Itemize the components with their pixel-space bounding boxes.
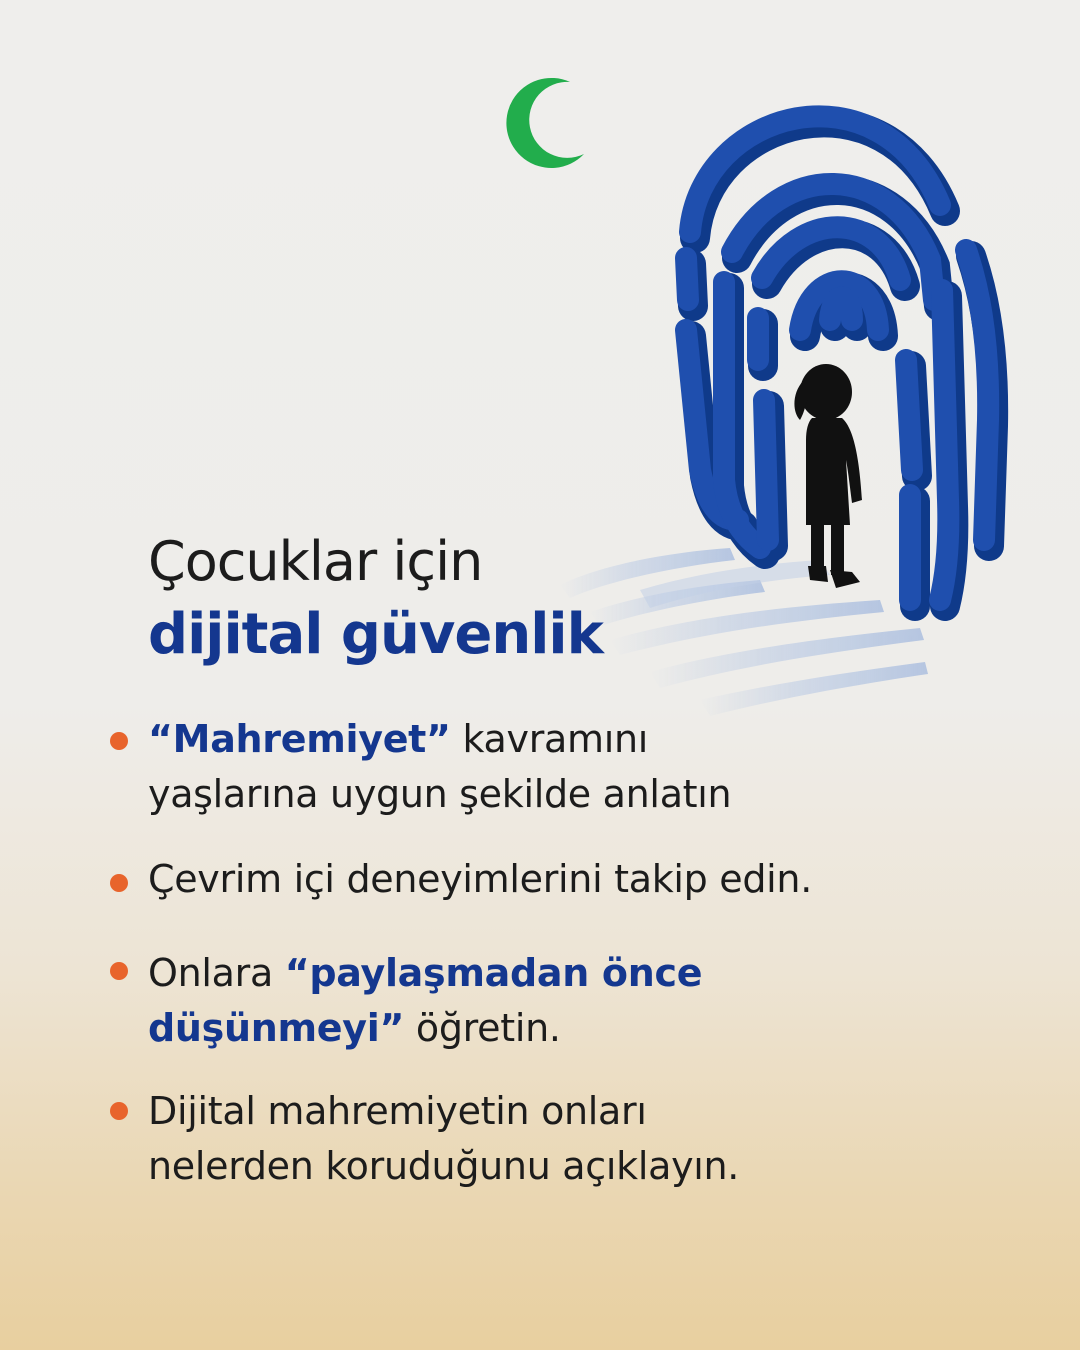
- bullet-text: kavramını: [450, 717, 649, 761]
- title-line-2: dijital güvenlik: [148, 602, 603, 667]
- bullet-dot: [110, 1102, 128, 1120]
- highlight-text: düşünmeyi”: [148, 1006, 405, 1050]
- bullet-text: nelerden koruduğunu açıklayın.: [148, 1144, 740, 1188]
- bullet-text: Onlara: [148, 951, 285, 995]
- bullet-dot: [110, 962, 128, 980]
- bullet-text: yaşlarına uygun şekilde anlatın: [148, 772, 732, 816]
- highlight-text: “Mahremiyet”: [148, 717, 451, 761]
- title-line-1: Çocuklar için: [148, 530, 483, 593]
- bullet-dot: [110, 732, 128, 750]
- bullet-text: Çevrim içi deneyimlerini takip edin.: [148, 857, 812, 901]
- highlight-text: “paylaşmadan önce: [284, 951, 703, 995]
- bullet-dot: [110, 874, 128, 892]
- bullet-text: Dijital mahremiyetin onları: [148, 1089, 647, 1133]
- bullet-text: öğretin.: [404, 1006, 561, 1050]
